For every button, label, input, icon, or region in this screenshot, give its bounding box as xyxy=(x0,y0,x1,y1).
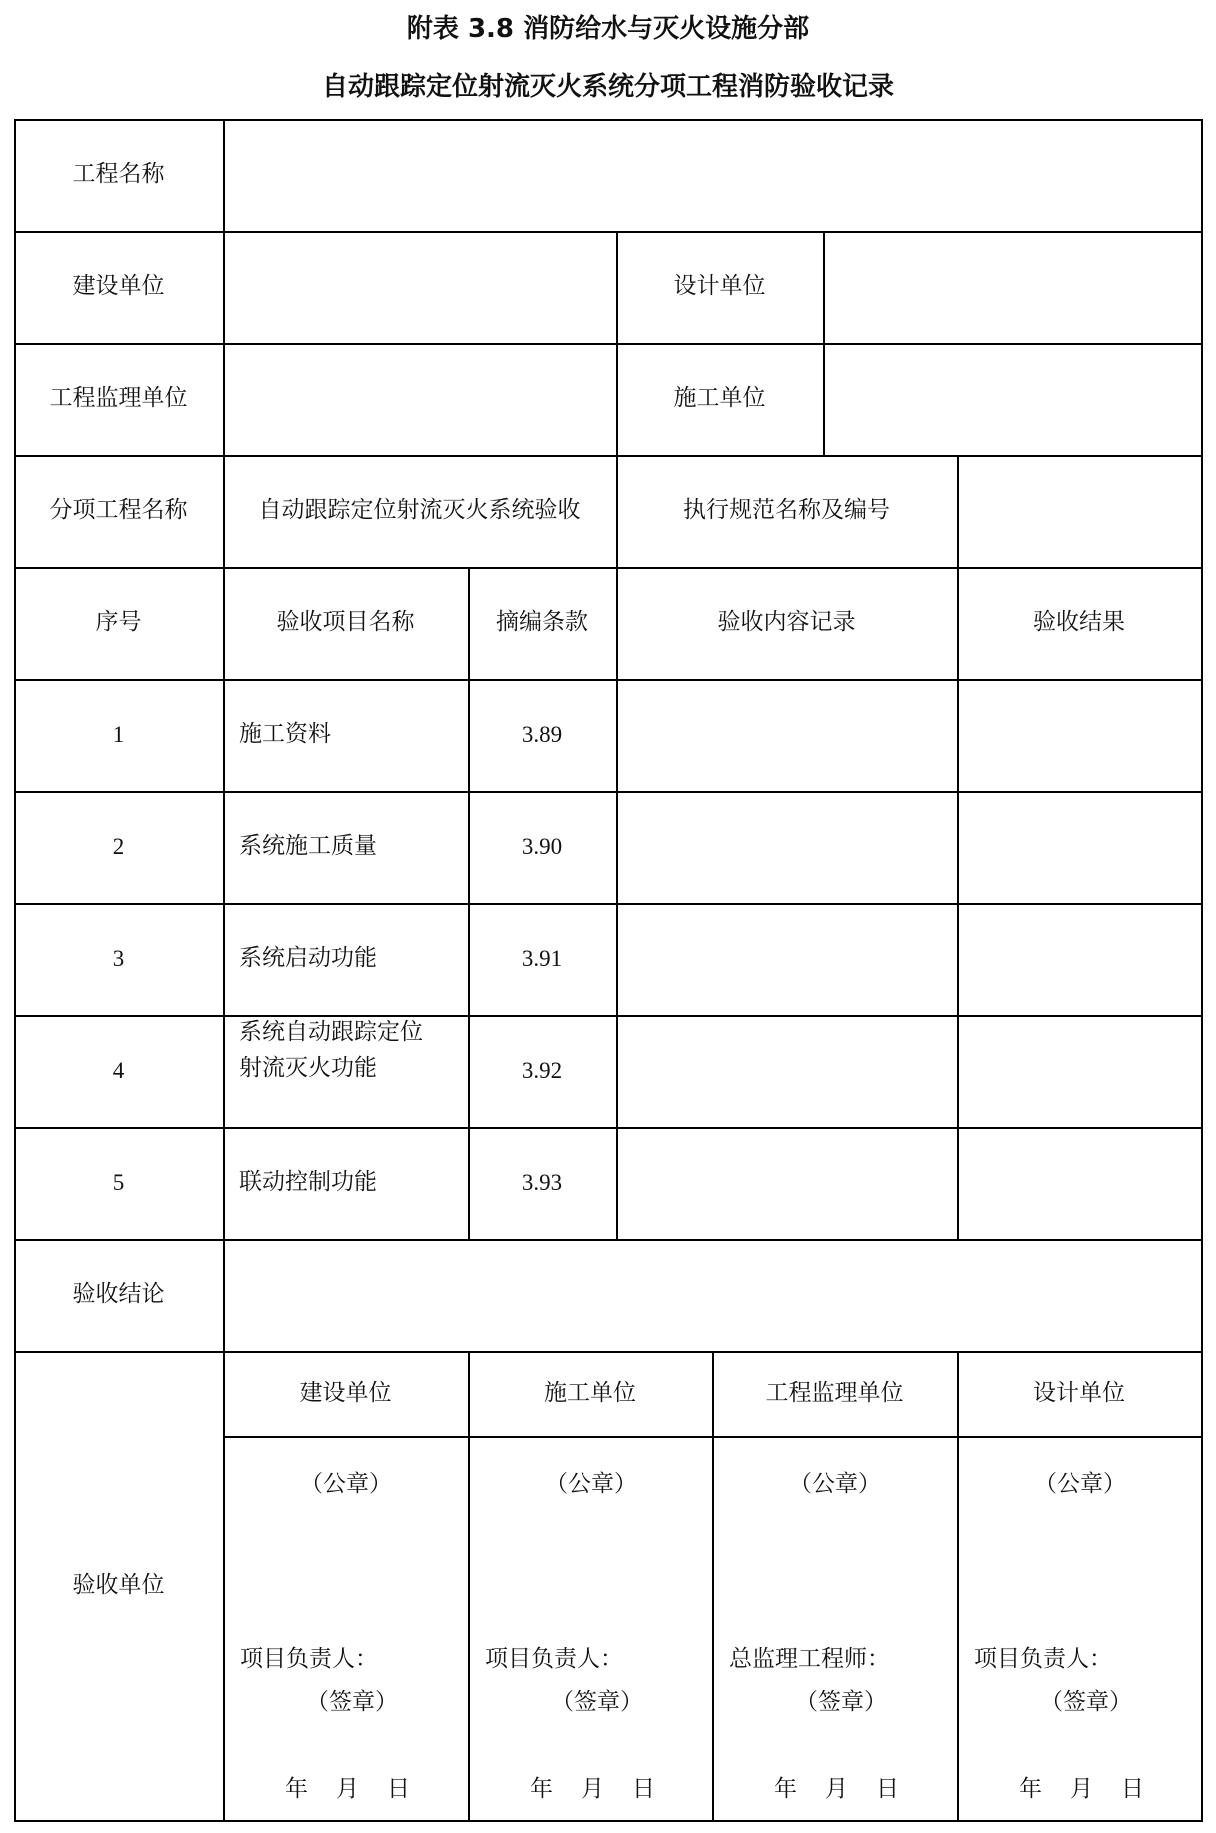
builder-unit-label: 施工单位 xyxy=(673,385,766,412)
row-1-content-field[interactable] xyxy=(616,679,957,791)
signoff-month-construction: 月 xyxy=(336,1776,359,1802)
signoff-year-design: 年 xyxy=(1019,1776,1042,1802)
design-unit-label: 设计单位 xyxy=(673,273,766,300)
row-3-clause: 3.91 xyxy=(521,946,563,972)
row-1-result-field[interactable] xyxy=(957,679,1201,791)
signoff-seal-builder: （公章） xyxy=(545,1471,637,1497)
header-content: 验收内容记录 xyxy=(717,609,856,636)
row-2-result-field[interactable] xyxy=(957,791,1201,903)
signoff-person-design: 项目负责人： xyxy=(974,1646,1112,1672)
signoff-year-builder: 年 xyxy=(530,1776,553,1802)
signoff-seal-design: （公章） xyxy=(1034,1471,1126,1497)
signoff-day-design: 日 xyxy=(1121,1776,1144,1802)
row-3-seq: 3 xyxy=(112,946,125,972)
signoff-month-supervision: 月 xyxy=(825,1776,848,1802)
document-title-line2: 自动跟踪定位射流灭火系统分项工程消防验收记录 xyxy=(321,72,894,102)
row-4-name-line2: 射流灭火功能 xyxy=(239,1054,377,1081)
conclusion-label: 验收结论 xyxy=(72,1281,165,1308)
row-5-name: 联动控制功能 xyxy=(239,1169,377,1196)
row-3-name: 系统启动功能 xyxy=(239,945,377,972)
signoff-sign-builder: （签章） xyxy=(551,1689,643,1715)
header-result: 验收结果 xyxy=(1033,609,1125,636)
row-1-clause: 3.89 xyxy=(521,722,563,748)
acceptance-units-label: 验收单位 xyxy=(72,1571,165,1598)
construction-unit-label: 建设单位 xyxy=(72,273,165,300)
signoff-unit-supervision: 工程监理单位 xyxy=(765,1379,904,1406)
row-4-seq: 4 xyxy=(112,1058,125,1084)
row-2-clause: 3.90 xyxy=(521,834,563,860)
signoff-day-construction: 日 xyxy=(387,1776,410,1802)
supervision-unit-field[interactable] xyxy=(223,343,616,455)
row-4-result-field[interactable] xyxy=(957,1015,1201,1127)
row-1-name: 施工资料 xyxy=(239,721,331,748)
row-2-name: 系统施工质量 xyxy=(239,833,377,860)
signoff-day-builder: 日 xyxy=(632,1776,655,1802)
row-5-clause: 3.93 xyxy=(521,1170,563,1196)
signoff-seal-construction: （公章） xyxy=(300,1471,392,1497)
subitem-name-label: 分项工程名称 xyxy=(49,497,188,524)
signoff-person-builder: 项目负责人： xyxy=(485,1646,623,1672)
signoff-year-construction: 年 xyxy=(285,1776,308,1802)
signoff-person-supervision: 总监理工程师： xyxy=(729,1646,890,1672)
signoff-seal-supervision: （公章） xyxy=(789,1471,881,1497)
signoff-person-construction: 项目负责人： xyxy=(240,1646,378,1672)
row-1-seq: 1 xyxy=(112,722,125,748)
signoff-sign-construction: （签章） xyxy=(306,1689,398,1715)
row-4-name xyxy=(223,1015,468,1127)
supervision-unit-label: 工程监理单位 xyxy=(49,385,188,412)
signoff-unit-construction: 建设单位 xyxy=(299,1379,392,1406)
project-name-field[interactable] xyxy=(223,119,1201,231)
conclusion-field[interactable] xyxy=(223,1239,1201,1351)
row-2-content-field[interactable] xyxy=(616,791,957,903)
row-4-content-field[interactable] xyxy=(616,1015,957,1127)
standard-name-field[interactable] xyxy=(957,455,1201,567)
header-seq: 序号 xyxy=(95,609,142,636)
header-item-name: 验收项目名称 xyxy=(276,609,415,636)
construction-unit-field[interactable] xyxy=(223,231,616,343)
standard-name-label: 执行规范名称及编号 xyxy=(683,497,890,524)
row-4-name-line1: 系统自动跟踪定位 xyxy=(239,1019,423,1045)
signoff-sign-design: （签章） xyxy=(1040,1689,1132,1715)
row-2-seq: 2 xyxy=(112,834,125,860)
signoff-day-supervision: 日 xyxy=(876,1776,899,1802)
builder-unit-field[interactable] xyxy=(823,343,1201,455)
row-5-seq: 5 xyxy=(112,1170,125,1196)
signoff-unit-design: 设计单位 xyxy=(1033,1379,1125,1406)
signoff-sign-supervision: （签章） xyxy=(795,1689,887,1715)
row-3-content-field[interactable] xyxy=(616,903,957,1015)
row-5-content-field[interactable] xyxy=(616,1127,957,1239)
signoff-year-supervision: 年 xyxy=(774,1776,797,1802)
header-clause: 摘编条款 xyxy=(496,609,588,636)
row-5-result-field[interactable] xyxy=(957,1127,1201,1239)
row-4-clause: 3.92 xyxy=(521,1058,563,1084)
signoff-month-design: 月 xyxy=(1070,1776,1093,1802)
subitem-name-value: 自动跟踪定位射流灭火系统验收 xyxy=(258,497,581,524)
signoff-month-builder: 月 xyxy=(581,1776,604,1802)
document-title-line1: 附表 3.8 消防给水与灭火设施分部 xyxy=(406,14,810,44)
row-3-result-field[interactable] xyxy=(957,903,1201,1015)
design-unit-field[interactable] xyxy=(823,231,1201,343)
signoff-unit-builder: 施工单位 xyxy=(544,1379,636,1406)
project-name-label: 工程名称 xyxy=(72,161,165,188)
